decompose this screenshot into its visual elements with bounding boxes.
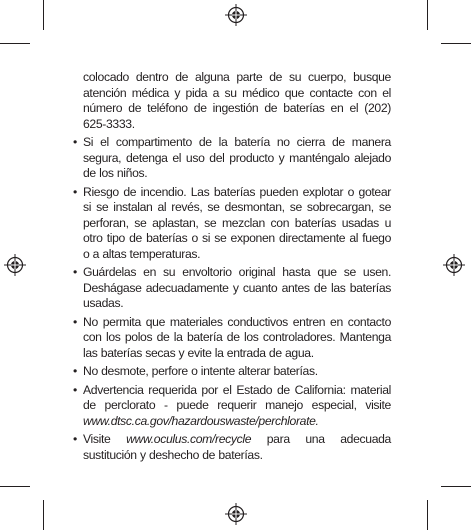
list-item — [71, 315, 391, 362]
list-item-text: Visite — [83, 432, 111, 446]
crop-mark-bottom-left-vertical — [43, 500, 44, 530]
list-item — [71, 265, 391, 312]
crop-mark-top-left-vertical — [43, 0, 44, 30]
list-item-text: No desmote, perfore o intente alterar baterías. — [83, 364, 318, 378]
list-item-text: Riesgo de incendio. Las baterías pueden explotar o gotear si se instalan al revés, se desmontan, se sobrecargan, se perforan, se aplastan, se mezclan con baterías usadas u otro tipo de baterías o si se exponen directamente al fuego o a altas temperaturas. — [83, 184, 391, 261]
list-item — [71, 364, 391, 380]
list-item — [71, 185, 391, 263]
crop-mark-bottom-right-vertical — [427, 500, 428, 530]
list-item-text: Guárdelas en su envoltorio original hasta que se usen. Deshágase adecuadamente y cuanto antes de las baterías usadas. — [83, 265, 391, 310]
list-item — [71, 432, 391, 463]
list-item-text: No permita que materiales conductivos entren en contacto con los polos de la batería de los controladores. Mantenga las baterías secas y evite la entrada de agua. — [83, 314, 391, 360]
bullet-icon: • — [73, 135, 77, 149]
list-item-text: Advertencia requerida por el Estado de California: material de perclorato - puede requerir manejo especial, visite — [83, 382, 391, 412]
registration-mark-bottom-icon — [225, 503, 247, 525]
registration-mark-right-icon — [443, 254, 465, 276]
crop-mark-bottom-left-horizontal — [0, 486, 30, 487]
crop-mark-top-left-horizontal — [0, 43, 30, 44]
intro-paragraph: colocado dentro de alguna parte de su cuerpo, busque atención médica y pida a su médico que contacte con el número de teléfono de ingestión de baterías en el (202) 625-3333. — [83, 70, 391, 131]
bullet-icon: • — [73, 265, 77, 279]
registration-mark-left-icon — [4, 254, 26, 276]
list-item — [71, 383, 391, 430]
bullet-icon: • — [73, 382, 77, 397]
bullet-icon: • — [73, 432, 77, 446]
list-item — [71, 135, 391, 182]
recycle-url-link[interactable]: www.oculus.com/recycle — [126, 432, 252, 446]
list-item-text: Si el compartimento de la batería no cierra de manera segura, detenga el uso del producto y manténgalo alejado de los niños. — [83, 135, 391, 180]
perchlorate-url-link[interactable]: www.dtsc.ca.gov/hazardouswaste/perchlorate. — [83, 413, 319, 428]
registration-mark-top-icon — [225, 4, 247, 26]
crop-mark-bottom-right-horizontal — [441, 486, 471, 487]
bullet-icon: • — [73, 364, 77, 378]
crop-mark-top-right-horizontal — [441, 43, 471, 44]
safety-warnings-text — [71, 70, 391, 463]
bullet-icon: • — [73, 314, 77, 329]
bullet-icon: • — [73, 184, 77, 199]
list-item-text: para una adecuada sustitución y deshecho de baterías. — [83, 432, 391, 462]
crop-mark-top-right-vertical — [427, 0, 428, 30]
